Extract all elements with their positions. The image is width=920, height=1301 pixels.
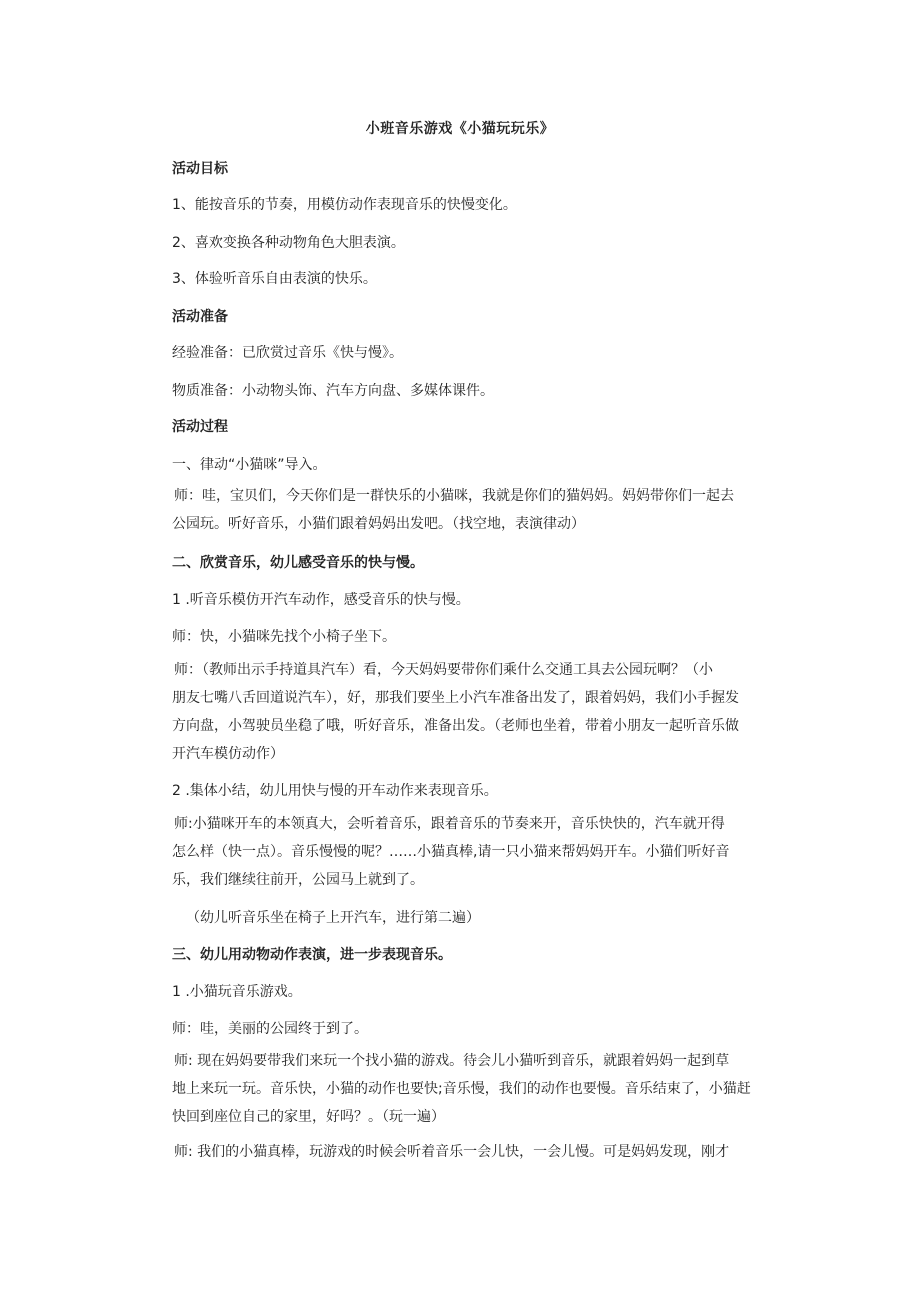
paragraph-line: 师: 我们的小猫真棒，玩游戏的时候会听着音乐一会儿快，一会儿慢。可是妈妈发现，刚才 [174, 1144, 730, 1160]
paragraph-line: 怎么样（快一点）。音乐慢慢的呢？……小猫真棒,请一只小猫来帮妈妈开车。小猫们听好音 [172, 844, 730, 860]
section-heading-goals: 活动目标 [172, 161, 228, 177]
paragraph-line: 朋友七嘴八舌回道说汽车），好，那我们要坐上小汽车准备出发了，跟着妈妈，我们小手握发 [172, 690, 739, 706]
paragraph-line: 公园玩。听好音乐，小猫们跟着妈妈出发吧。（找空地，表演律动） [172, 516, 585, 532]
paragraph-line: 师:小猫咪开车的本领真大，会听着音乐，跟着音乐的节奏来开，音乐快快的，汽车就开得 [174, 816, 725, 832]
paragraph-line: 师：哇，宝贝们，今天你们是一群快乐的小猫咪，我就是你们的猫妈妈。妈妈带你们一起去 [174, 488, 734, 504]
step2-line-1: 师：快，小猫咪先找个小椅子坐下。 [172, 629, 396, 645]
step1-title: 一、律动“小猫咪”导入。 [172, 457, 327, 473]
paragraph-line: 开汽车模仿动作） [172, 746, 284, 762]
step3-paragraph-2 [172, 1047, 784, 1131]
goal-item-1: 1、能按音乐的节奏，用模仿动作表现音乐的快慢变化。 [172, 197, 517, 213]
paragraph-line: 方向盘，小驾驶员坐稳了哦，听好音乐，准备出发。（老师也坐着，带着小朋友一起听音乐做 [172, 718, 739, 734]
step2-item-2: 2 .集体小结，幼儿用快与慢的开车动作来表现音乐。 [172, 783, 498, 799]
step2-paragraph-3 [172, 810, 784, 894]
step3-line-1: 师：哇，美丽的公园终于到了。 [172, 1021, 368, 1037]
step3-title: 三、幼儿用动物动作表演，进一步表现音乐。 [172, 947, 452, 963]
paragraph-line: 地上来玩一玩。音乐快，小猫的动作也要快;音乐慢，我们的动作也要慢。音乐结束了，小猫赶 [172, 1081, 751, 1097]
section-heading-process: 活动过程 [172, 419, 228, 435]
paragraph-line: 快回到座位自己的家里，好吗？。（玩一遍） [172, 1109, 445, 1125]
step3-item-1: 1 .小猫玩音乐游戏。 [172, 984, 302, 1000]
paragraph-line: 乐，我们继续往前开，公园马上就到了。 [172, 872, 424, 888]
goal-item-3: 3、体验听音乐自由表演的快乐。 [172, 271, 377, 287]
step2-note: （幼儿听音乐坐在椅子上开汽车，进行第二遍） [186, 910, 480, 926]
step2-paragraph-2 [172, 656, 784, 768]
paragraph-line: 师：（教师出示手持道具汽车）看，今天妈妈要带你们乘什么交通工具去公园玩啊？（小 [174, 662, 713, 678]
prep-materials: 物质准备：小动物头饰、汽车方向盘、多媒体课件。 [172, 383, 494, 399]
step2-item-1: 1 .听音乐模仿开汽车动作，感受音乐的快与慢。 [172, 592, 470, 608]
prep-experience: 经验准备：已欣赏过音乐《快与慢》。 [172, 345, 403, 361]
step1-paragraph [172, 482, 784, 538]
step3-paragraph-3 [172, 1138, 784, 1166]
paragraph-line: 师: 现在妈妈要带我们来玩一个找小猫的游戏。待会儿小猫听到音乐，就跟着妈妈一起到草 [174, 1053, 730, 1069]
page-title: 小班音乐游戏《小猫玩玩乐》 [365, 121, 555, 137]
section-heading-prep: 活动准备 [172, 309, 228, 325]
goal-item-2: 2、喜欢变换各种动物角色大胆表演。 [172, 235, 405, 251]
step2-title: 二、欣赏音乐，幼儿感受音乐的快与慢。 [172, 555, 424, 571]
